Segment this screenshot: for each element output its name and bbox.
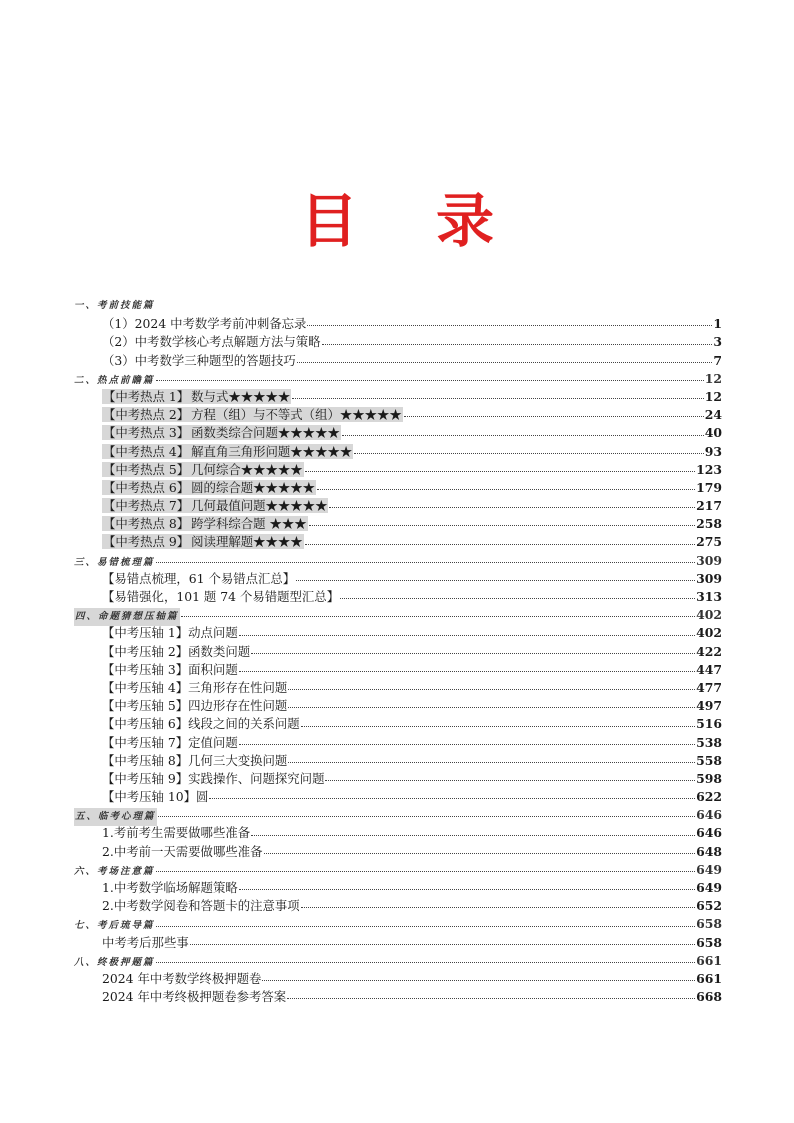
toc-page-number: 179 [696, 479, 722, 495]
toc-entry-label: 2024 年中考数学终极押题卷 [102, 970, 262, 986]
dot-leader [301, 725, 695, 727]
toc-section-row[interactable] [74, 952, 722, 970]
toc-page-number: 649 [696, 880, 722, 895]
toc-entry-row[interactable] [74, 770, 722, 788]
toc-section-label: 六、考场注意篇 [74, 865, 155, 877]
toc-page-number: 658 [696, 934, 722, 950]
toc-page-number: 661 [696, 952, 722, 968]
dot-leader [329, 506, 695, 508]
dot-leader [288, 706, 695, 708]
toc-entry-row[interactable] [74, 988, 722, 1006]
toc-page-number: 661 [696, 970, 722, 986]
toc-section-label: 四、命题猜想压轴篇 [74, 608, 180, 626]
toc-entry-row[interactable] [74, 352, 722, 370]
toc-entry-label: 【中考压轴 6】线段之间的关系问题 [102, 716, 300, 732]
toc-section-row[interactable] [74, 370, 722, 388]
dot-leader [325, 779, 695, 781]
toc-page-number: 217 [696, 498, 722, 514]
toc-page-number: 40 [704, 425, 722, 441]
toc-entry-label: 【中考压轴 4】三角形存在性问题 [102, 679, 288, 695]
dot-leader [156, 925, 696, 927]
toc-page-number: 3 [713, 334, 722, 350]
toc-entry-label [102, 515, 308, 533]
toc-entry-label [102, 388, 291, 406]
toc-entry-row[interactable] [74, 624, 722, 642]
dot-leader [354, 452, 704, 454]
toc-section-row[interactable] [74, 552, 722, 570]
toc-entry-row[interactable] [74, 388, 722, 406]
hot-topic-title: 函数类综合问题★★★★★ [191, 425, 340, 441]
toc-entry-row[interactable] [74, 715, 722, 733]
hot-topic-tag: 【中考热点 1】 [103, 388, 190, 404]
toc-entry-label [102, 424, 341, 442]
toc-section-row[interactable] [74, 861, 722, 879]
dot-leader [309, 524, 695, 526]
toc-page-number: 516 [696, 716, 722, 732]
toc-page-number: 258 [696, 516, 722, 532]
toc-section-row[interactable] [74, 297, 722, 315]
toc-entry-label: 2024 年中考终极押题卷参考答案 [102, 989, 287, 1005]
dot-leader [156, 379, 704, 381]
hot-topic-tag: 【中考热点 9】 [103, 534, 190, 550]
toc-page-number: 622 [696, 789, 722, 805]
dot-leader [158, 815, 696, 817]
dot-leader [156, 961, 696, 963]
toc-entry-label: 【中考压轴 9】实践操作、问题探究问题 [102, 770, 325, 786]
toc-section-row[interactable] [74, 606, 722, 624]
toc-section-label: 一、考前技能篇 [74, 300, 155, 311]
toc-page-number: 24 [704, 407, 722, 423]
title-char-1: 目 [299, 187, 358, 255]
toc-entry-label [102, 497, 328, 515]
hot-topic-tag: 【中考热点 2】 [103, 407, 190, 423]
toc-section-row[interactable] [74, 806, 722, 824]
toc-entry-row[interactable] [74, 843, 722, 861]
dot-leader [251, 652, 695, 654]
toc-page-number: 668 [696, 989, 722, 1005]
toc-page-number: 658 [696, 916, 722, 932]
toc-page-number: 123 [696, 461, 722, 477]
toc-entry-label [102, 533, 304, 551]
toc-entry-row[interactable] [74, 461, 722, 479]
toc-entry-label: 中考考后那些事 [102, 934, 189, 950]
toc-page-number: 313 [696, 589, 722, 604]
toc-page-number: 12 [704, 388, 722, 404]
hot-topic-tag: 【中考热点 6】 [103, 479, 190, 495]
toc-entry-row[interactable] [74, 643, 722, 661]
toc-entry-row[interactable] [74, 570, 722, 588]
hot-topic-title: 阅读理解题★★★★ [191, 534, 303, 550]
toc-entry-label: 【中考压轴 8】几何三大变换问题 [102, 752, 288, 768]
dot-leader [262, 979, 695, 981]
toc-entry-label: 1.考前考生需要做哪些准备 [102, 825, 251, 841]
toc-page-number: 309 [696, 570, 722, 586]
dot-leader [251, 834, 695, 836]
toc-entry-label: 【中考压轴 2】函数类问题 [102, 643, 251, 659]
toc-entry-row[interactable] [74, 443, 722, 461]
toc-entry-row[interactable] [74, 515, 722, 533]
dot-leader [156, 561, 696, 563]
toc-entry-row[interactable] [74, 588, 722, 606]
toc-entry-row[interactable] [74, 333, 722, 351]
hot-topic-title: 数与式★★★★★ [191, 388, 291, 404]
dot-leader [317, 488, 695, 490]
hot-topic-tag: 【中考热点 3】 [103, 425, 190, 441]
toc-page-number: 1 [713, 316, 722, 332]
toc-page-number: 649 [696, 861, 722, 877]
toc-entry-label: （1）2024 中考数学考前冲刺备忘录 [102, 316, 307, 332]
toc-entry-label: 2.中考数学阅卷和答题卡的注意事项 [102, 898, 300, 914]
toc-entry-row[interactable] [74, 934, 722, 952]
toc-entry-row[interactable] [74, 734, 722, 752]
toc-entry-label: 【中考压轴 3】面积问题 [102, 661, 238, 677]
hot-topic-title: 几何最值问题★★★★★ [191, 498, 328, 514]
dot-leader [305, 470, 695, 472]
toc-entry-label: 2.中考前一天需要做哪些准备 [102, 843, 263, 859]
toc-entry-row[interactable] [74, 661, 722, 679]
toc-entry-label: （3）中考数学三种题型的答题技巧 [102, 352, 296, 368]
toc-entry-label [102, 479, 316, 497]
toc-page-number: 598 [696, 770, 722, 786]
hot-topic-title: 方程（组）与不等式（组）★★★★★ [191, 407, 402, 423]
toc-entry-row[interactable] [74, 788, 722, 806]
toc-entry-row[interactable] [74, 497, 722, 515]
dot-leader [322, 343, 713, 345]
toc-page-number: 309 [696, 552, 722, 568]
toc-section-label: 五、临考心理篇 [74, 808, 157, 826]
title-char-2: 录 [436, 187, 495, 255]
dot-leader [288, 688, 695, 690]
dot-leader [404, 415, 704, 417]
dot-leader [239, 634, 695, 636]
toc-entry-label: 【中考压轴 5】四边形存在性问题 [102, 698, 288, 714]
toc-entry-label: （2）中考数学核心考点解题方法与策略 [102, 334, 321, 350]
dot-leader [239, 670, 695, 672]
toc-entry-label: 【易错强化，101 题 74 个易错题型汇总】 [102, 589, 340, 604]
table-of-contents [74, 297, 722, 1006]
page-title [0, 186, 794, 256]
toc-entry-label: 【中考压轴 1】动点问题 [102, 625, 238, 641]
dot-leader [239, 743, 695, 745]
toc-entry-label [102, 461, 304, 479]
toc-entry-label [102, 406, 403, 424]
toc-page-number: 558 [696, 752, 722, 768]
toc-entry-row[interactable] [74, 479, 722, 497]
dot-leader [288, 761, 695, 763]
hot-topic-title: 圆的综合题★★★★★ [191, 479, 316, 495]
toc-entry-row[interactable] [74, 679, 722, 697]
toc-section-row[interactable] [74, 915, 722, 933]
dot-leader [181, 615, 696, 617]
toc-page-number: 402 [696, 607, 722, 623]
toc-page-number: 422 [696, 643, 722, 659]
toc-entry-row[interactable] [74, 970, 722, 988]
toc-entry-row[interactable] [74, 752, 722, 770]
dot-leader [239, 888, 695, 890]
dot-leader [264, 852, 696, 854]
toc-page-number: 402 [696, 625, 722, 641]
toc-entry-row[interactable] [74, 424, 722, 442]
toc-page-number: 275 [696, 534, 722, 550]
toc-page-number: 7 [713, 352, 722, 368]
toc-section-label: 七、考后琉导篇 [74, 920, 155, 932]
dot-leader [307, 324, 712, 326]
dot-leader [340, 597, 695, 599]
toc-entry-row[interactable] [74, 879, 722, 897]
toc-page-number: 652 [696, 898, 722, 914]
toc-entry-row[interactable] [74, 533, 722, 551]
toc-page-number: 477 [696, 679, 722, 695]
hot-topic-title: 解直角三角形问题★★★★★ [191, 443, 353, 459]
toc-page-number: 646 [696, 825, 722, 841]
dot-leader [296, 579, 695, 581]
toc-page-number: 93 [704, 443, 722, 459]
hot-topic-tag: 【中考热点 7】 [103, 498, 190, 514]
dot-leader [156, 870, 696, 872]
hot-topic-title: 几何综合★★★★★ [191, 461, 303, 477]
dot-leader [297, 361, 713, 363]
toc-entry-label: 1.中考数学临场解题策略 [102, 880, 238, 895]
toc-entry-label: 【中考压轴 7】定值问题 [102, 734, 238, 750]
toc-section-label: 二、热点前瞻篇 [74, 374, 155, 386]
toc-page-number: 497 [696, 698, 722, 714]
hot-topic-tag: 【中考热点 5】 [103, 461, 190, 477]
toc-entry-row[interactable] [74, 406, 722, 424]
toc-entry-label: 【中考压轴 10】圆 [102, 789, 209, 805]
toc-section-label: 八、终极押题篇 [74, 956, 155, 968]
toc-page-number: 648 [696, 843, 722, 859]
hot-topic-tag: 【中考热点 8】 [103, 516, 190, 532]
toc-page-number: 447 [696, 661, 722, 677]
toc-page-number: 538 [696, 734, 722, 750]
dot-leader [287, 997, 695, 999]
toc-entry-row[interactable] [74, 897, 722, 915]
dot-leader [342, 434, 704, 436]
toc-page-number: 646 [696, 807, 722, 823]
toc-entry-label: 【易错点梳理，61 个易错点汇总】 [102, 570, 296, 586]
dot-leader [292, 397, 703, 399]
dot-leader [209, 797, 695, 799]
dot-leader [305, 543, 695, 545]
dot-leader [190, 943, 695, 945]
toc-page-number: 12 [704, 370, 722, 386]
hot-topic-title: 跨学科综合题 ★★★ [191, 516, 307, 532]
toc-section-label: 三、易错梳理篇 [74, 556, 155, 568]
hot-topic-tag: 【中考热点 4】 [103, 443, 190, 459]
toc-entry-row[interactable] [74, 315, 722, 333]
dot-leader [301, 906, 695, 908]
toc-entry-row[interactable] [74, 697, 722, 715]
toc-entry-row[interactable] [74, 824, 722, 842]
toc-entry-label [102, 443, 353, 461]
